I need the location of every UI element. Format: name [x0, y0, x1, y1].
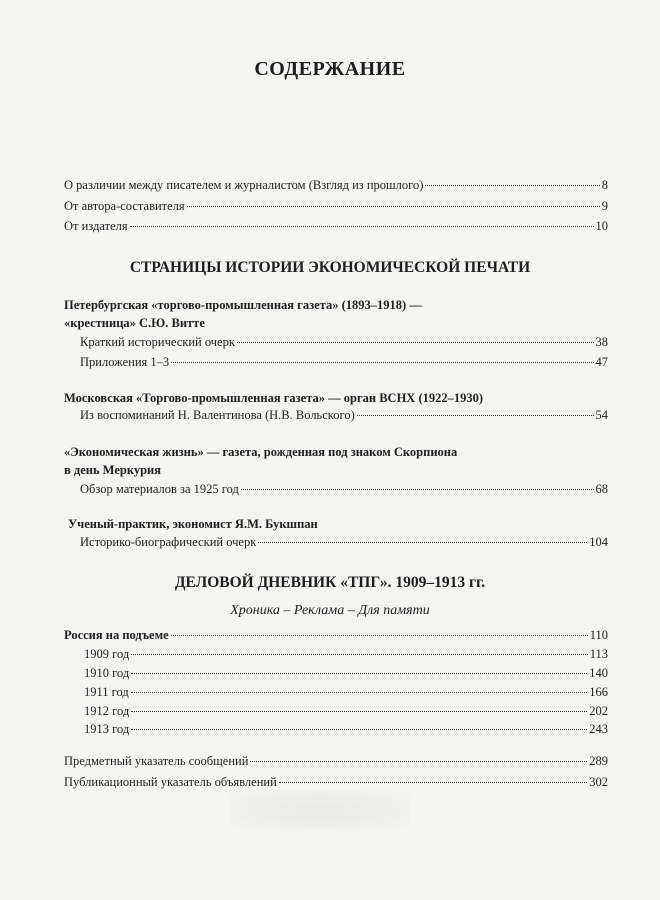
block-heading-line: «крестница» С.Ю. Витте: [64, 316, 205, 330]
block-heading-line: Московская «Торгово-промышленная газета» — орган ВСНХ (1922–1930): [64, 391, 484, 405]
block-heading: [64, 296, 604, 332]
entry-label: 1912 год: [84, 704, 130, 718]
entry-page: 68: [595, 482, 608, 496]
entry-page: 110: [589, 628, 608, 642]
dot-leader: [131, 711, 587, 712]
entry-label: От издателя: [64, 219, 128, 233]
section-title: СТРАНИЦЫ ИСТОРИИ ЭКОНОМИЧЕСКОЙ ПЕЧАТИ: [129, 259, 531, 276]
dot-leader: [131, 654, 588, 655]
dot-leader: [357, 415, 594, 416]
toc-entry: [64, 176, 608, 194]
block-heading: [64, 389, 604, 407]
entry-page: 47: [595, 355, 608, 369]
toc-entry-year: [84, 702, 608, 720]
entry-label: 1913 год: [84, 722, 130, 736]
toc-entry: [64, 197, 608, 215]
section-subtitle: Хроника – Реклама – Для памяти: [230, 603, 430, 618]
toc-entry: [80, 533, 608, 551]
entry-page: 289: [589, 754, 608, 768]
entry-page: 54: [595, 408, 608, 422]
dot-leader: [171, 635, 588, 636]
toc-entry: [64, 752, 608, 770]
entry-page: 113: [589, 647, 608, 661]
entry-page: 9: [601, 199, 608, 213]
entry-label: 1911 год: [84, 685, 129, 699]
block-heading-line: Петербургская «торгово-промышленная газета» (1893–1918) —: [64, 298, 422, 312]
block-heading: [64, 443, 604, 479]
entry-label: Историко-биографический очерк: [80, 535, 257, 549]
dot-leader: [131, 729, 587, 730]
entry-label: О различии между писателем и журналистом (Взгляд из прошлого): [64, 178, 424, 192]
entry-page: 10: [595, 219, 608, 233]
dot-leader: [279, 782, 587, 783]
dot-leader: [237, 342, 594, 343]
entry-label: Приложения 1–3: [80, 355, 170, 369]
block-heading-line: «Экономическая жизнь» — газета, рожденная под знаком Скорпиона: [64, 445, 458, 459]
entry-page: 166: [589, 685, 608, 699]
block-heading-line: Ученый-практик, экономист Я.М. Букшпан: [68, 517, 318, 531]
entry-label: 1910 год: [84, 666, 130, 680]
dot-leader: [171, 362, 593, 363]
toc-entry-year: [84, 683, 608, 701]
paper-smudge: [230, 790, 410, 830]
entry-page: 8: [601, 178, 608, 192]
entry-page: 202: [589, 704, 608, 718]
entry-label: От автора-составителя: [64, 199, 185, 213]
page-title: СОДЕРЖАНИЕ: [254, 58, 406, 80]
entry-label: 1909 год: [84, 647, 130, 661]
entry-page: 302: [589, 775, 608, 789]
block-heading-line: в день Меркурия: [64, 463, 162, 477]
dot-leader: [258, 542, 587, 543]
toc-entry-year: [84, 720, 608, 738]
dot-leader: [187, 206, 600, 207]
entry-label: Россия на подъеме: [64, 628, 169, 642]
dot-leader: [425, 185, 599, 186]
entry-label: Обзор материалов за 1925 год: [80, 482, 239, 496]
toc-entry-main: [64, 626, 608, 644]
entry-page: 38: [595, 335, 608, 349]
block-heading: [68, 515, 608, 533]
entry-label: Из воспоминаний Н. Валентинова (Н.В. Вольского): [80, 408, 355, 422]
entry-page: 140: [589, 666, 608, 680]
section-title: ДЕЛОВОЙ ДНЕВНИК «ТПГ». 1909–1913 гг.: [174, 574, 486, 591]
toc-entry: [64, 217, 608, 235]
dot-leader: [241, 489, 594, 490]
toc-entry-year: [84, 664, 608, 682]
dot-leader: [131, 692, 588, 693]
toc-entry: [80, 333, 608, 351]
entry-page: 104: [589, 535, 608, 549]
toc-entry: [64, 773, 608, 791]
toc-entry: [80, 353, 608, 371]
dot-leader: [250, 761, 587, 762]
entry-label: Предметный указатель сообщений: [64, 754, 249, 768]
toc-entry: [80, 406, 608, 424]
dot-leader: [130, 226, 594, 227]
entry-label: Краткий исторический очерк: [80, 335, 235, 349]
entry-label: Публикационный указатель объявлений: [64, 775, 277, 789]
dot-leader: [131, 673, 587, 674]
toc-entry-year: [84, 645, 608, 663]
toc-entry: [80, 480, 608, 498]
entry-page: 243: [589, 722, 608, 736]
